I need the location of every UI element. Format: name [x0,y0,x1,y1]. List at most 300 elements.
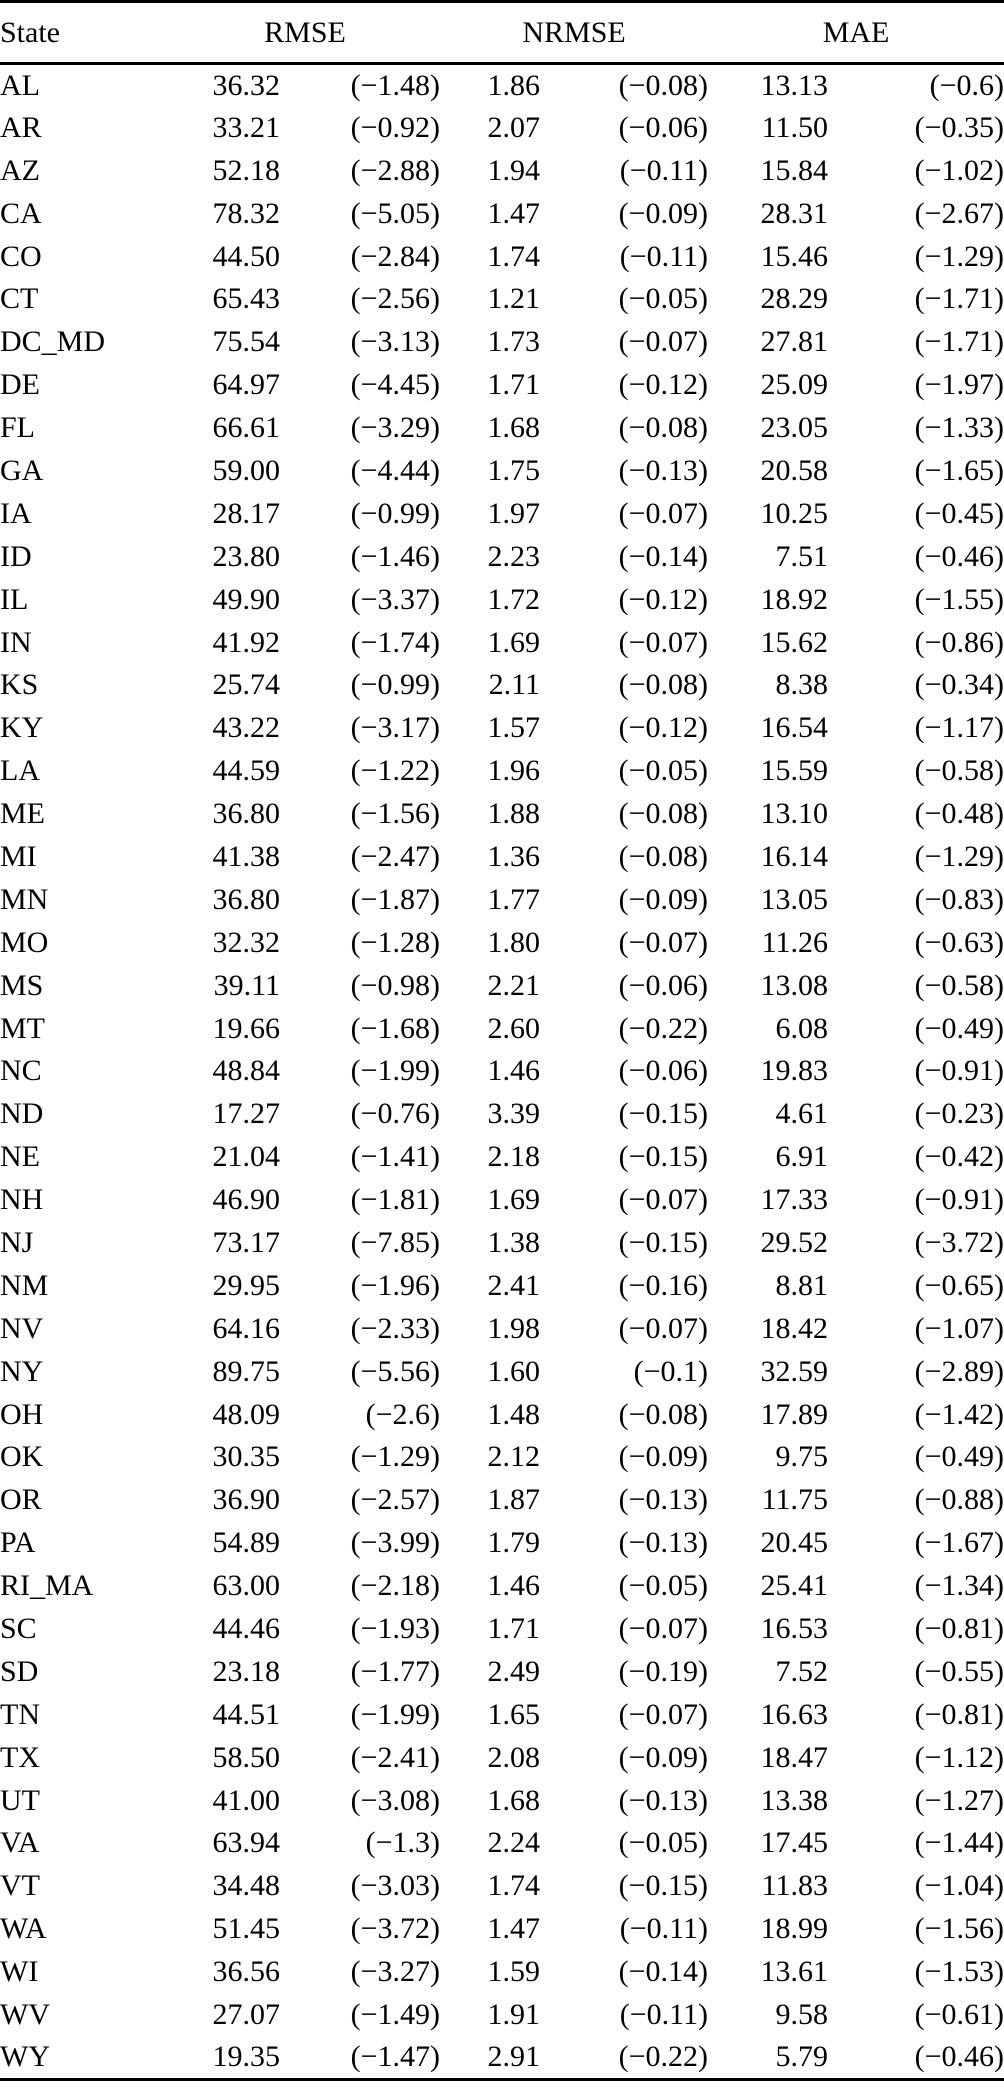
table-row [0,235,1004,278]
rmse-value-cell: 36.90 [212,1483,280,1517]
nrmse-value-cell: 2.07 [487,110,541,144]
mae-delta-cell: (−0.65) [914,1268,1004,1302]
mae-delta-cell: (−0.23) [914,1097,1004,1131]
mae-delta-cell: (−1.65) [914,453,1004,487]
mae-value-cell: 16.54 [760,711,829,745]
state-cell: IL [0,582,29,616]
table-row [0,878,1004,921]
mae-value-cell: 23.05 [760,411,829,445]
mae-delta-cell: (−1.33) [914,411,1004,445]
mae-value-cell: 27.81 [760,325,829,359]
rmse-value-cell: 54.89 [212,1526,280,1560]
nrmse-delta-cell: (−0.07) [618,1612,709,1645]
mae-delta-cell: (−1.71) [914,325,1004,359]
rmse-delta-cell: (−2.18) [350,1569,441,1603]
nrmse-delta-cell: (−0.08) [618,1397,709,1431]
rmse-delta-cell: (−5.05) [350,196,441,230]
nrmse-value-cell: 2.08 [487,1740,541,1774]
nrmse-delta-cell: (−0.06) [618,110,709,144]
mae-value-cell: 29.52 [760,1225,829,1259]
rmse-value-cell: 66.61 [212,411,280,445]
rmse-value-cell: 64.97 [212,368,280,402]
mae-delta-cell: (−0.61) [914,1998,1004,2032]
mae-value-cell: 15.59 [760,754,829,788]
mae-delta-cell: (−0.42) [914,1140,1004,1174]
nrmse-value-cell: 1.86 [487,68,541,102]
table-row [0,1693,1004,1736]
mae-value-cell: 6.91 [775,1140,829,1174]
col-header-mae: MAE [822,15,890,49]
table-row [0,1307,1004,1350]
mae-delta-cell: (−1.34) [914,1569,1004,1603]
mae-delta-cell: (−1.29) [914,239,1004,273]
mae-value-cell: 25.41 [760,1569,829,1603]
nrmse-value-cell: 1.68 [487,1783,541,1817]
mae-value-cell: 25.09 [760,368,829,402]
nrmse-delta-cell: (−0.08) [618,411,709,445]
mae-value-cell: 4.61 [775,1097,829,1131]
rmse-value-cell: 75.54 [212,325,280,359]
state-cell: PA [0,1526,36,1560]
nrmse-delta-cell: (−0.15) [618,1140,709,1174]
mae-value-cell: 8.38 [775,668,829,702]
rmse-value-cell: 36.32 [212,68,280,102]
table-row [0,1393,1004,1436]
rmse-delta-cell: (−2.88) [350,153,441,187]
mae-delta-cell: (−0.83) [914,882,1004,916]
state-cell: AR [0,110,42,144]
rmse-delta-cell: (−1.41) [350,1140,441,1174]
nrmse-delta-cell: (−0.15) [618,1097,709,1131]
state-cell: AL [0,68,40,102]
nrmse-value-cell: 1.59 [487,1955,541,1989]
state-cell: KY [0,711,44,745]
rmse-delta-cell: (−1.28) [350,925,441,959]
nrmse-delta-cell: (−0.09) [618,196,709,230]
mae-delta-cell: (−0.55) [914,1654,1004,1688]
table-row [0,1908,1004,1951]
state-cell: NV [0,1311,44,1345]
mae-delta-cell: (−1.42) [914,1397,1004,1431]
state-cell: ND [0,1097,44,1131]
rmse-value-cell: 44.59 [212,754,280,788]
table-row [0,1093,1004,1136]
nrmse-value-cell: 1.72 [487,582,541,616]
rmse-value-cell: 51.45 [212,1912,280,1946]
state-cell: SC [0,1612,37,1645]
mae-delta-cell: (−1.71) [914,282,1004,316]
nrmse-value-cell: 1.47 [487,196,541,230]
mae-delta-cell: (−1.55) [914,582,1004,616]
rmse-delta-cell: (−1.22) [350,754,441,788]
mae-delta-cell: (−3.72) [914,1225,1004,1259]
state-cell: ME [0,797,45,831]
rmse-delta-cell: (−1.77) [350,1654,441,1688]
rmse-value-cell: 23.80 [212,539,280,573]
nrmse-value-cell: 1.94 [487,153,541,187]
table-row [0,664,1004,707]
state-cell: NC [0,1054,42,1088]
mae-value-cell: 13.05 [760,882,829,916]
mae-value-cell: 17.45 [760,1826,829,1860]
nrmse-delta-cell: (−0.11) [619,1998,709,2032]
nrmse-delta-cell: (−0.06) [618,1054,709,1088]
rmse-value-cell: 46.90 [212,1183,280,1217]
table-row [0,149,1004,192]
nrmse-delta-cell: (−0.07) [618,325,709,359]
nrmse-delta-cell: (−0.13) [618,1783,709,1817]
table-row [0,1264,1004,1307]
table-row [0,1179,1004,1222]
mae-delta-cell: (−0.86) [914,625,1004,659]
nrmse-delta-cell: (−0.09) [618,882,709,916]
rmse-delta-cell: (−7.85) [350,1225,441,1259]
rmse-value-cell: 48.84 [212,1054,280,1088]
nrmse-value-cell: 1.69 [487,1183,541,1217]
mae-value-cell: 16.14 [760,839,829,873]
nrmse-value-cell: 2.41 [487,1268,541,1302]
mae-value-cell: 17.89 [760,1397,829,1431]
table-row [0,1007,1004,1050]
nrmse-delta-cell: (−0.16) [618,1268,709,1302]
mae-delta-cell: (−1.02) [914,153,1004,187]
rmse-value-cell: 17.27 [212,1097,280,1131]
nrmse-value-cell: 1.47 [487,1912,541,1946]
table-row [0,192,1004,235]
mae-delta-cell: (−1.17) [914,711,1004,745]
nrmse-delta-cell: (−0.06) [618,968,709,1002]
rmse-value-cell: 39.11 [213,968,280,1002]
rmse-value-cell: 25.74 [212,668,280,702]
mae-value-cell: 11.50 [761,110,829,144]
mae-delta-cell: (−0.91) [914,1054,1004,1088]
mae-delta-cell: (−1.12) [914,1740,1004,1774]
nrmse-delta-cell: (−0.08) [618,68,709,102]
mae-delta-cell: (−0.49) [914,1011,1004,1045]
nrmse-value-cell: 2.11 [488,668,541,702]
state-cell: AZ [0,153,40,187]
rmse-delta-cell: (−1.46) [350,539,441,573]
table-row [0,64,1004,107]
rmse-value-cell: 27.07 [212,1998,280,2032]
nrmse-delta-cell: (−0.07) [618,625,709,659]
table-row [0,1951,1004,1994]
table-row [0,1565,1004,1608]
state-cell: CA [0,196,42,230]
rmse-delta-cell: (−1.93) [350,1612,441,1645]
mae-value-cell: 17.33 [760,1183,829,1217]
mae-value-cell: 18.42 [760,1311,829,1345]
rmse-value-cell: 63.94 [212,1826,280,1860]
mae-value-cell: 7.51 [775,539,829,573]
mae-value-cell: 15.84 [760,153,829,187]
rmse-delta-cell: (−3.08) [350,1783,441,1817]
mae-delta-cell: (−1.53) [914,1955,1004,1989]
table-row [0,1779,1004,1822]
rmse-value-cell: 30.35 [212,1440,280,1474]
rmse-delta-cell: (−2.6) [365,1397,441,1431]
table-row [0,1350,1004,1393]
state-cell: RI_MA [0,1569,94,1603]
state-cell: VA [0,1826,40,1860]
mae-value-cell: 28.31 [760,196,829,230]
nrmse-delta-cell: (−0.19) [618,1654,709,1688]
state-cell: LA [0,754,40,788]
mae-value-cell: 13.08 [760,968,829,1002]
state-cell: CO [0,239,42,273]
nrmse-value-cell: 1.87 [487,1483,541,1517]
mae-delta-cell: (−0.58) [914,968,1004,1002]
rmse-delta-cell: (−1.87) [350,882,441,916]
rmse-value-cell: 44.46 [212,1612,280,1645]
nrmse-value-cell: 1.74 [487,239,541,273]
table-row [0,1479,1004,1522]
nrmse-value-cell: 2.60 [487,1011,541,1045]
mae-delta-cell: (−0.48) [914,797,1004,831]
mae-value-cell: 20.45 [760,1526,829,1560]
rmse-value-cell: 64.16 [212,1311,280,1345]
rmse-delta-cell: (−1.47) [350,2040,441,2074]
table-row [0,1436,1004,1479]
mae-delta-cell: (−2.89) [914,1354,1004,1388]
rmse-delta-cell: (−0.99) [350,496,441,530]
nrmse-value-cell: 1.97 [487,496,541,530]
rmse-delta-cell: (−0.76) [350,1097,441,1131]
mae-delta-cell: (−0.91) [914,1183,1004,1217]
rmse-value-cell: 21.04 [212,1140,280,1174]
nrmse-value-cell: 1.57 [487,711,541,745]
nrmse-delta-cell: (−0.07) [618,1311,709,1345]
nrmse-value-cell: 1.80 [487,925,541,959]
state-cell: KS [0,668,39,702]
rmse-value-cell: 52.18 [212,153,280,187]
nrmse-value-cell: 2.24 [487,1826,541,1860]
mae-value-cell: 15.62 [760,625,829,659]
rmse-value-cell: 65.43 [212,282,280,316]
rmse-value-cell: 41.92 [212,625,280,659]
rmse-delta-cell: (−1.49) [350,1998,441,2032]
state-cell: WA [0,1912,47,1946]
state-cell: VT [0,1869,40,1903]
mae-delta-cell: (−1.29) [914,839,1004,873]
rmse-value-cell: 73.17 [212,1225,280,1259]
rmse-delta-cell: (−0.99) [350,668,441,702]
table-row [0,921,1004,964]
mae-value-cell: 13.61 [760,1955,829,1989]
state-cell: FL [0,411,36,445]
mae-delta-cell: (−1.27) [914,1783,1004,1817]
rmse-delta-cell: (−1.74) [350,625,441,659]
mae-value-cell: 15.46 [760,239,829,273]
table-row [0,1608,1004,1651]
rmse-value-cell: 36.80 [212,797,280,831]
nrmse-value-cell: 1.75 [487,453,541,487]
nrmse-delta-cell: (−0.1) [633,1354,709,1388]
mae-delta-cell: (−0.46) [914,539,1004,573]
mae-delta-cell: (−1.07) [914,1311,1004,1345]
nrmse-value-cell: 1.69 [487,625,541,659]
nrmse-delta-cell: (−0.05) [618,282,709,316]
nrmse-value-cell: 2.23 [487,539,541,573]
rmse-value-cell: 41.38 [212,839,280,873]
state-cell: MI [0,839,37,873]
nrmse-delta-cell: (−0.07) [618,925,709,959]
nrmse-delta-cell: (−0.08) [618,839,709,873]
rmse-value-cell: 59.00 [212,453,280,487]
state-cell: NE [0,1140,40,1174]
mae-value-cell: 7.52 [775,1654,829,1688]
mae-delta-cell: (−1.56) [914,1912,1004,1946]
table-row [0,750,1004,793]
rmse-delta-cell: (−2.47) [350,839,441,873]
rmse-value-cell: 58.50 [212,1740,280,1774]
rmse-value-cell: 44.51 [212,1697,280,1731]
rmse-delta-cell: (−1.96) [350,1268,441,1302]
table-row [0,278,1004,321]
nrmse-delta-cell: (−0.09) [618,1740,709,1774]
nrmse-delta-cell: (−0.08) [618,668,709,702]
mae-value-cell: 16.53 [760,1612,829,1645]
rmse-delta-cell: (−1.99) [350,1697,441,1731]
table-row [0,1994,1004,2037]
table-row [0,1865,1004,1908]
mae-value-cell: 13.13 [760,68,829,102]
nrmse-delta-cell: (−0.05) [618,1826,709,1860]
header-row [0,2,1004,64]
state-cell: NH [0,1183,44,1217]
mae-delta-cell: (−1.67) [914,1526,1004,1560]
mae-value-cell: 11.26 [761,925,829,959]
state-cell: OR [0,1483,42,1517]
nrmse-value-cell: 1.68 [487,411,541,445]
table-row [0,1050,1004,1093]
rmse-value-cell: 41.00 [212,1783,280,1817]
state-cell: IN [0,625,32,659]
mae-value-cell: 13.38 [760,1783,829,1817]
rmse-value-cell: 32.32 [212,925,280,959]
nrmse-delta-cell: (−0.13) [618,1483,709,1517]
rmse-delta-cell: (−1.81) [350,1183,441,1217]
rmse-value-cell: 43.22 [212,711,280,745]
rmse-delta-cell: (−4.44) [350,453,441,487]
mae-delta-cell: (−0.88) [914,1483,1004,1517]
table-row [0,964,1004,1007]
rmse-value-cell: 89.75 [212,1354,280,1388]
table-row [0,1136,1004,1179]
col-header-nrmse: NRMSE [522,15,626,49]
state-cell: NJ [0,1225,34,1259]
mae-value-cell: 6.08 [775,1011,829,1045]
mae-value-cell: 11.75 [761,1483,829,1517]
mae-value-cell: 20.58 [760,453,829,487]
mae-value-cell: 28.29 [760,282,829,316]
nrmse-delta-cell: (−0.05) [618,1569,709,1603]
mae-value-cell: 18.99 [760,1912,829,1946]
state-cell: DE [0,368,40,402]
rmse-value-cell: 34.48 [212,1869,280,1903]
nrmse-value-cell: 1.65 [487,1697,541,1731]
table-row [0,492,1004,535]
table-row [0,321,1004,364]
nrmse-value-cell: 1.74 [487,1869,541,1903]
nrmse-value-cell: 1.98 [487,1311,541,1345]
nrmse-value-cell: 1.71 [487,368,541,402]
table-row [0,1522,1004,1565]
mae-delta-cell: (−1.04) [914,1869,1004,1903]
rmse-value-cell: 63.00 [212,1569,280,1603]
state-cell: UT [0,1783,40,1817]
rmse-delta-cell: (−1.48) [350,68,441,102]
col-header-rmse: RMSE [264,15,346,49]
rmse-value-cell: 48.09 [212,1397,280,1431]
rmse-value-cell: 78.32 [212,196,280,230]
rmse-value-cell: 23.18 [212,1654,280,1688]
table-row [0,578,1004,621]
nrmse-value-cell: 1.91 [487,1998,541,2032]
rmse-delta-cell: (−3.37) [350,582,441,616]
rmse-delta-cell: (−5.56) [350,1354,441,1388]
table-row [0,364,1004,407]
state-cell: WY [0,2040,50,2074]
table-row [0,707,1004,750]
rmse-delta-cell: (−3.27) [350,1955,441,1989]
rmse-delta-cell: (−3.29) [350,411,441,445]
state-cell: WI [0,1955,39,1989]
rmse-value-cell: 19.66 [212,1011,280,1045]
state-cell: DC_MD [0,325,106,359]
rmse-delta-cell: (−2.84) [350,239,441,273]
nrmse-value-cell: 1.46 [487,1054,541,1088]
nrmse-delta-cell: (−0.09) [618,1440,709,1474]
mae-delta-cell: (−0.49) [914,1440,1004,1474]
nrmse-delta-cell: (−0.11) [619,153,709,187]
rmse-delta-cell: (−3.99) [350,1526,441,1560]
state-cell: MT [0,1011,45,1045]
state-cell: IA [0,496,32,530]
rmse-value-cell: 36.56 [212,1955,280,1989]
mae-delta-cell: (−0.81) [914,1612,1004,1645]
rmse-delta-cell: (−2.41) [350,1740,441,1774]
mae-delta-cell: (−0.58) [914,754,1004,788]
nrmse-delta-cell: (−0.07) [618,1183,709,1217]
state-cell: WV [0,1998,50,2032]
nrmse-delta-cell: (−0.14) [618,1955,709,1989]
state-cell: CT [0,282,39,316]
state-cell: TX [0,1740,40,1774]
nrmse-value-cell: 2.18 [487,1140,541,1174]
mae-delta-cell: (−0.34) [914,668,1004,702]
rmse-delta-cell: (−3.03) [350,1869,441,1903]
table-row [0,2036,1004,2079]
mae-delta-cell: (−1.97) [914,368,1004,402]
rmse-delta-cell: (−1.3) [365,1826,441,1860]
nrmse-delta-cell: (−0.12) [618,711,709,745]
mae-delta-cell: (−0.63) [914,925,1004,959]
state-cell: GA [0,453,44,487]
mae-delta-cell: (−2.67) [914,196,1004,230]
nrmse-delta-cell: (−0.22) [618,2040,709,2074]
mae-value-cell: 10.25 [760,496,829,530]
mae-value-cell: 18.92 [760,582,829,616]
nrmse-value-cell: 1.48 [487,1397,541,1431]
nrmse-delta-cell: (−0.15) [618,1225,709,1259]
table-row [0,1650,1004,1693]
table-body [0,64,1004,2080]
state-cell: ID [0,539,32,573]
mae-value-cell: 16.63 [760,1697,829,1731]
col-header-state: State [0,15,60,49]
rmse-value-cell: 49.90 [212,582,280,616]
